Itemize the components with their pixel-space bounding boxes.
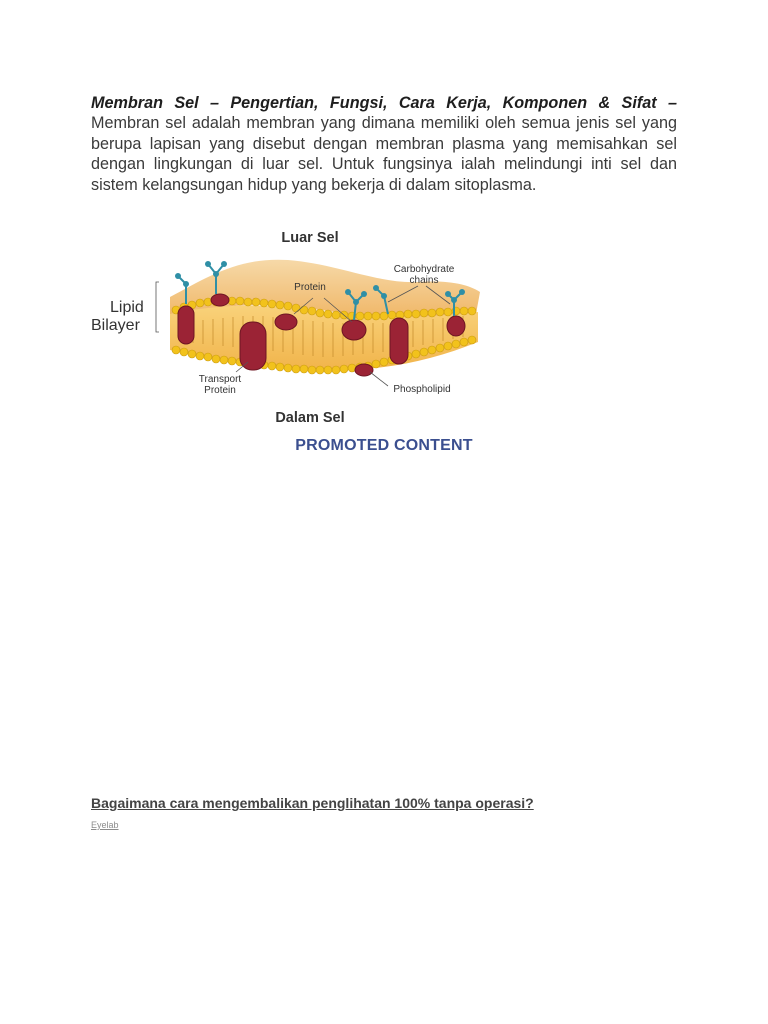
promoted-content-heading: PROMOTED CONTENT <box>295 437 473 454</box>
transport-protein-label-line1: Transport <box>198 374 242 385</box>
article-body-text: Membran sel adalah membran yang dimana memiliki oleh semua jenis sel yang berupa lapisan yang disebut dengan membran plasma yang memisahkan sel dengan lingkungan di luar sel. Untuk fungsinya ialah melindungi inti sel dan sistem kelangsungan hidup yang bekerja di dalam sitoplasma. <box>91 114 677 194</box>
transport-protein-label-line2: Protein <box>204 385 236 396</box>
sponsored-article-link[interactable]: Bagaimana cara mengembalikan penglihatan 100% tanpa operasi? <box>91 795 534 811</box>
membrane-illustration <box>88 222 488 432</box>
outside-cell-label: Luar Sel <box>281 230 339 246</box>
protein-label: Protein <box>294 282 326 293</box>
carbohydrate-label-line2: chains <box>409 275 439 286</box>
lipid-bilayer-label-line2: Bilayer <box>91 317 140 334</box>
lipid-bilayer-label-line1: Lipid <box>110 299 144 316</box>
inside-cell-label: Dalam Sel <box>275 410 345 426</box>
article-paragraph <box>91 93 677 195</box>
article-lead-title: Membran Sel – Pengertian, Fungsi, Cara Kerja, Komponen & Sifat – <box>91 94 677 112</box>
sponsored-source-link[interactable]: Eyelab <box>91 820 119 830</box>
cell-membrane-diagram <box>88 222 488 432</box>
phospholipid-label: Phospholipid <box>393 384 451 395</box>
carbohydrate-label-line1: Carbohydrate <box>393 264 455 275</box>
